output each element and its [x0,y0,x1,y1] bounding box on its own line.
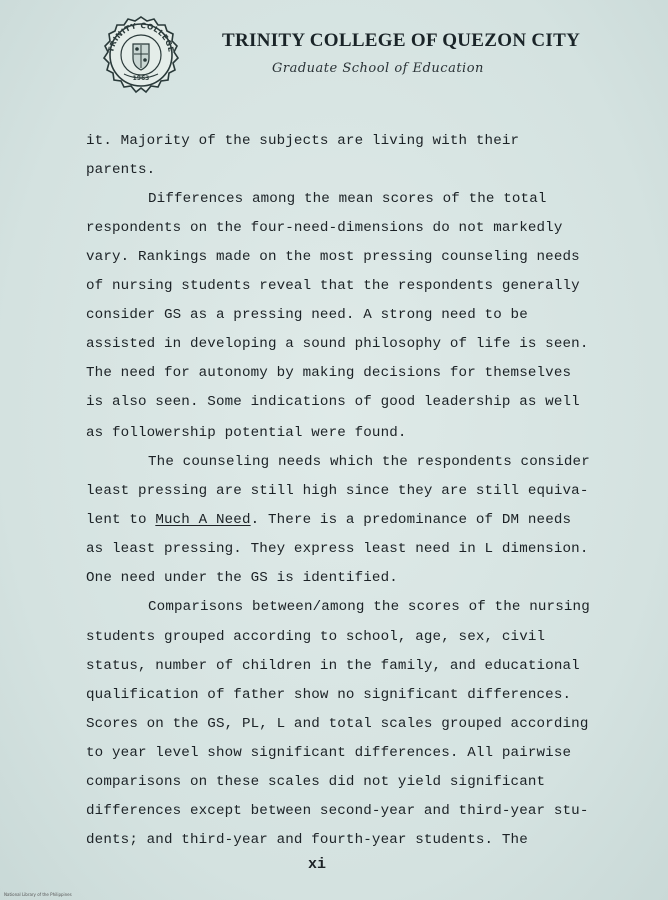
school-name: Graduate School of Education [272,61,484,76]
text-line: vary. Rankings made on the most pressing counseling needs [86,249,580,265]
text-segment: lent to [86,512,156,528]
text-line: of nursing students reveal that the respondents generally [86,278,580,294]
text-line: is also seen. Some indications of good leadership as well [86,394,580,410]
college-name: TRINITY COLLEGE OF QUEZON CITY [222,30,581,51]
text-line: respondents on the four-need-dimensions do not markedly [86,220,563,236]
text-segment: . There is a predominance of DM needs [250,512,572,528]
text-line: assisted in developing a sound philosophy of life is seen. [86,336,589,352]
text-line: The counseling needs which the respondents consider [148,454,590,470]
text-line: least pressing are still high since they are still equiva- [86,483,589,499]
text-line: dents; and third-year and fourth-year students. The [86,832,528,848]
text-line: consider GS as a pressing need. A strong need to be [86,307,528,323]
text-line: Scores on the GS, PL, L and total scales grouped according [86,716,589,732]
text-line [86,511,571,529]
text-line: Differences among the mean scores of the total [148,191,547,207]
text-line: status, number of children in the family, and educational [86,658,580,674]
text-line: Comparisons between/among the scores of the nursing [148,599,590,615]
text-line: as followership potential were found. [86,425,407,441]
text-line: as least pressing. They express least need in L dimension. [86,541,589,557]
text-line: it. Majority of the subjects are living with their [86,133,520,149]
underlined-term: Much A Need [155,512,251,528]
scan-note: National Library of the Philippines [4,892,72,897]
text-line: One need under the GS is identified. [86,570,398,586]
text-line: The need for autonomy by making decisions for themselves [86,365,572,381]
text-line: comparisons on these scales did not yield significant [86,774,546,790]
svg-text:TRINITY COLLEGE: TRINITY COLLEGE [106,20,176,54]
text-line: students grouped according to school, age, sex, civil [86,629,546,645]
text-line: to year level show significant differences. All pairwise [86,745,572,761]
text-line: differences except between second-year and third-year stu- [86,803,589,819]
svg-text:1963: 1963 [132,75,150,82]
text-line: parents. [86,162,156,178]
text-line: qualification of father show no significant differences. [86,687,572,703]
page-number: xi [308,856,327,873]
